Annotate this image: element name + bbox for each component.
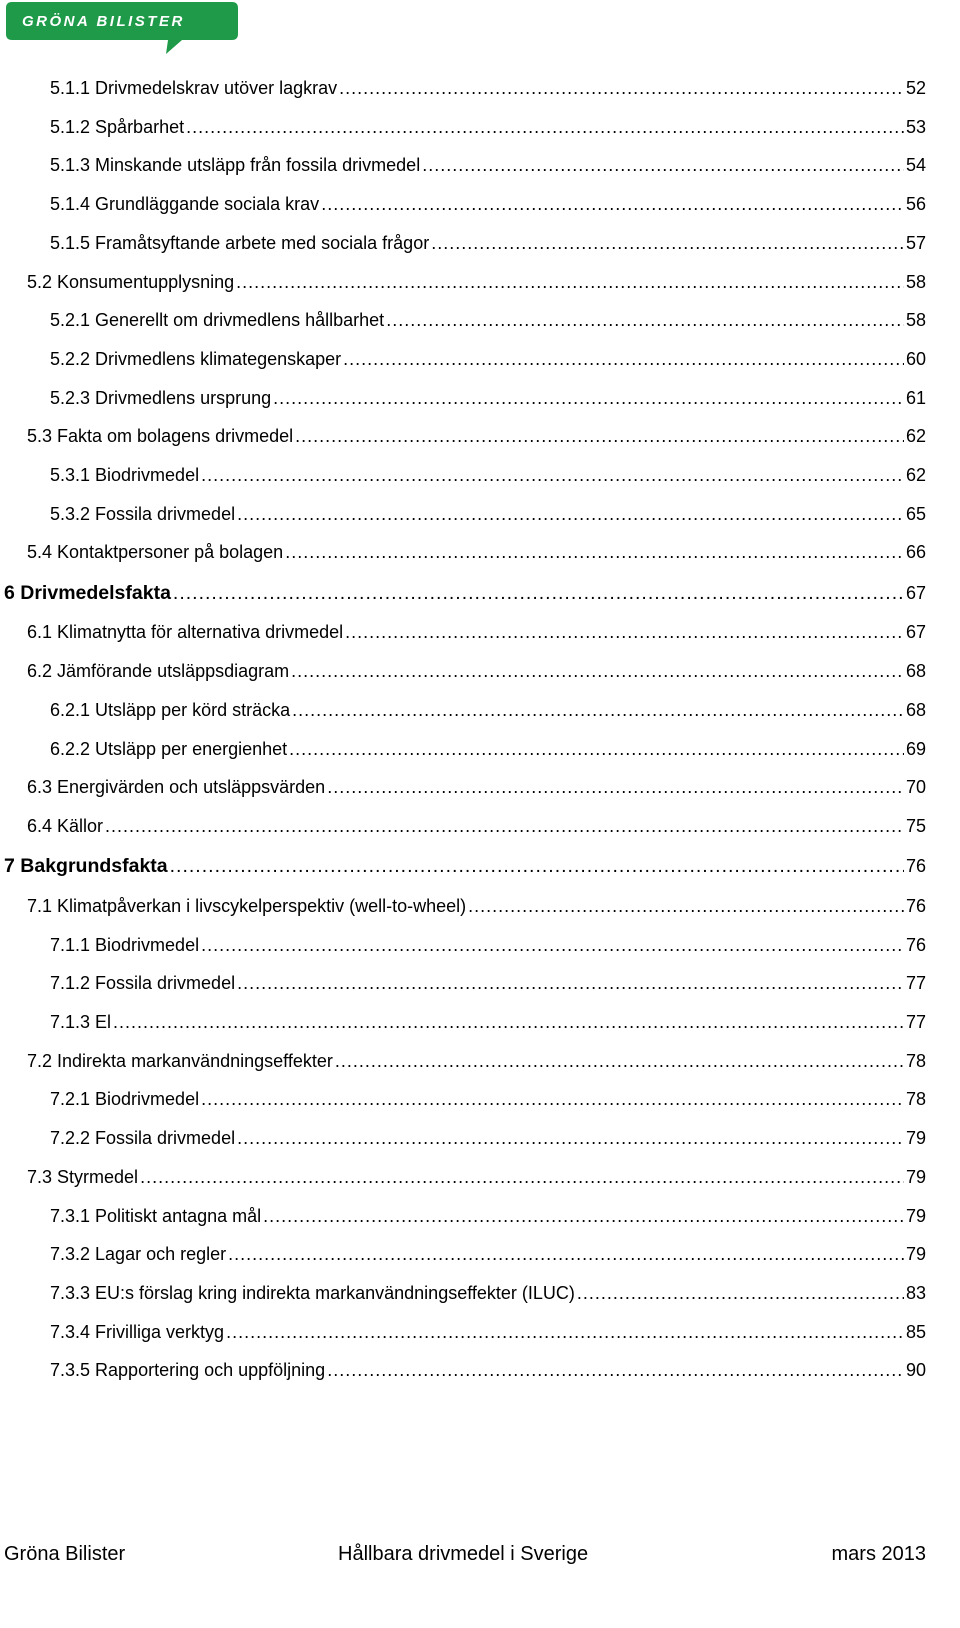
toc-entry[interactable] bbox=[27, 270, 926, 294]
toc-entry-title: 7.2.2 Fossila drivmedel bbox=[50, 1128, 236, 1149]
toc-entry[interactable] bbox=[50, 933, 926, 957]
toc-entry-title: 5.3 Fakta om bolagens drivmedel bbox=[27, 426, 294, 447]
toc-entry-page: 75 bbox=[905, 815, 926, 836]
toc-entry-page: 70 bbox=[905, 777, 926, 798]
toc-dot-leader bbox=[295, 424, 904, 448]
toc-entry[interactable] bbox=[50, 1204, 926, 1228]
toc-entry[interactable] bbox=[50, 347, 926, 371]
toc-dot-leader bbox=[339, 76, 904, 100]
toc-dot-leader bbox=[386, 308, 904, 332]
toc-entry-page: 57 bbox=[905, 232, 926, 253]
toc-dot-leader bbox=[113, 1010, 904, 1034]
toc-entry[interactable] bbox=[50, 1242, 926, 1266]
toc-entry-page: 85 bbox=[905, 1321, 926, 1342]
toc-entry[interactable] bbox=[50, 153, 926, 177]
toc-entry-title: 5.2.3 Drivmedlens ursprung bbox=[50, 387, 272, 408]
toc-entry-page: 76 bbox=[905, 934, 926, 955]
toc-entry-title: 6.4 Källor bbox=[27, 815, 104, 836]
toc-entry-page: 68 bbox=[905, 699, 926, 720]
toc-entry-title: 7.2 Indirekta markanvändningseffekter bbox=[27, 1050, 333, 1071]
toc-entry-page: 76 bbox=[905, 895, 926, 916]
toc-entry[interactable] bbox=[27, 1165, 926, 1189]
toc-entry-page: 67 bbox=[905, 582, 926, 603]
toc-entry-page: 58 bbox=[905, 310, 926, 331]
toc-dot-leader bbox=[327, 775, 904, 799]
toc-dot-leader bbox=[201, 463, 904, 487]
toc-entry-page: 65 bbox=[905, 503, 926, 524]
toc-dot-leader bbox=[285, 540, 904, 564]
toc-entry-title: 5.2.1 Generellt om drivmedlens hållbarhet bbox=[50, 310, 385, 331]
toc-entry-page: 56 bbox=[905, 194, 926, 215]
toc-entry-title: 7.3.4 Frivilliga verktyg bbox=[50, 1321, 225, 1342]
toc-entry-title: 5.1.3 Minskande utsläpp från fossila drivmedel bbox=[50, 155, 421, 176]
toc-entry-title: 5.3.2 Fossila drivmedel bbox=[50, 503, 236, 524]
toc-entry-title: 7.1 Klimatpåverkan i livscykelperspektiv (well-to-wheel) bbox=[27, 895, 467, 916]
toc-entry[interactable] bbox=[50, 737, 926, 761]
toc-entry[interactable] bbox=[50, 386, 926, 410]
toc-entry[interactable] bbox=[50, 502, 926, 526]
toc-entry-title: 7.3.1 Politiskt antagna mål bbox=[50, 1205, 262, 1226]
toc-dot-leader bbox=[237, 502, 904, 526]
toc-entry-title: 5.2 Konsumentupplysning bbox=[27, 271, 235, 292]
footer-document-title: Hållbara drivmedel i Sverige bbox=[338, 1543, 589, 1565]
toc-entry-page: 76 bbox=[905, 856, 926, 877]
toc-entry[interactable] bbox=[50, 115, 926, 139]
toc-dot-leader bbox=[201, 1087, 904, 1111]
toc-entry-page: 79 bbox=[905, 1244, 926, 1265]
toc-dot-leader bbox=[289, 737, 904, 761]
toc-entry[interactable] bbox=[27, 894, 926, 918]
toc-entry-title: 5.1.2 Spårbarhet bbox=[50, 116, 185, 137]
toc-entry-title: 6.3 Energivärden och utsläppsvärden bbox=[27, 777, 326, 798]
toc-entry-title: 7.3 Styrmedel bbox=[27, 1166, 139, 1187]
toc-entry[interactable] bbox=[50, 1087, 926, 1111]
toc-entry[interactable] bbox=[27, 659, 926, 683]
toc-dot-leader bbox=[273, 386, 904, 410]
toc-entry-page: 60 bbox=[905, 348, 926, 369]
toc-entry-title: 7 Bakgrundsfakta bbox=[4, 855, 168, 878]
toc-entry-title: 6.2.2 Utsläpp per energienhet bbox=[50, 738, 288, 759]
toc-dot-leader bbox=[237, 1126, 904, 1150]
toc-entry[interactable] bbox=[50, 1320, 926, 1344]
toc-entry[interactable] bbox=[27, 814, 926, 838]
toc-entry-title: 5.1.4 Grundläggande sociala krav bbox=[50, 194, 320, 215]
toc-entry[interactable] bbox=[27, 775, 926, 799]
toc-entry-title: 7.1.2 Fossila drivmedel bbox=[50, 973, 236, 994]
toc-dot-leader bbox=[263, 1204, 904, 1228]
toc-entry-page: 52 bbox=[905, 78, 926, 98]
toc-entry-page: 68 bbox=[905, 661, 926, 682]
toc-entry[interactable] bbox=[27, 620, 926, 644]
toc-dot-leader bbox=[170, 854, 904, 878]
toc-entry-page: 61 bbox=[905, 387, 926, 408]
toc-dot-leader bbox=[577, 1281, 904, 1305]
toc-dot-leader bbox=[422, 153, 904, 177]
toc-entry-page: 62 bbox=[905, 465, 926, 485]
toc-dot-leader bbox=[236, 270, 904, 294]
toc-dot-leader bbox=[105, 814, 904, 838]
toc-entry[interactable] bbox=[50, 1126, 926, 1150]
toc-dot-leader bbox=[237, 971, 904, 995]
page-footer bbox=[0, 1543, 926, 1569]
toc-entry-page: 79 bbox=[905, 1205, 926, 1226]
toc-dot-leader bbox=[327, 1358, 904, 1382]
toc-entry[interactable] bbox=[50, 463, 926, 487]
toc-entry-title: 7.3.5 Rapportering och uppföljning bbox=[50, 1360, 326, 1381]
toc-dot-leader bbox=[335, 1049, 904, 1073]
toc-dot-leader bbox=[201, 933, 904, 957]
toc-entry-title: 7.2.1 Biodrivmedel bbox=[50, 1089, 200, 1110]
toc-dot-leader bbox=[140, 1165, 904, 1189]
toc-entry-page: 58 bbox=[905, 271, 926, 292]
toc-entry-title: 5.1.5 Framåtsyftande arbete med sociala frågor bbox=[50, 232, 430, 253]
toc-entry-page: 54 bbox=[905, 155, 926, 176]
toc-entry[interactable] bbox=[50, 308, 926, 332]
toc-entry-title: 7.1.3 El bbox=[50, 1012, 112, 1032]
toc-entry-title: 7.3.3 EU:s förslag kring indirekta markanvändningseffekter (ILUC) bbox=[50, 1282, 575, 1303]
toc-entry-page: 69 bbox=[905, 738, 926, 759]
toc-entry-page: 53 bbox=[905, 116, 926, 137]
toc-entry[interactable] bbox=[27, 424, 926, 448]
toc-entry-page: 90 bbox=[905, 1360, 926, 1381]
toc-entry-page: 78 bbox=[905, 1050, 926, 1071]
brand-logo bbox=[6, 2, 238, 56]
toc-dot-leader bbox=[292, 698, 904, 722]
toc-entry[interactable] bbox=[50, 1358, 926, 1382]
logo-badge-icon bbox=[6, 2, 238, 56]
toc-entry-page: 79 bbox=[905, 1166, 926, 1187]
toc-entry-title: 5.1.1 Drivmedelskrav utöver lagkrav bbox=[50, 78, 338, 98]
toc-entry[interactable] bbox=[50, 698, 926, 722]
toc-entry[interactable] bbox=[27, 540, 926, 564]
toc-dot-leader bbox=[345, 620, 904, 644]
toc-entry[interactable] bbox=[50, 76, 926, 100]
toc-entry-page: 79 bbox=[905, 1128, 926, 1149]
toc-entry[interactable] bbox=[50, 1281, 926, 1305]
toc-entry-page: 83 bbox=[905, 1282, 926, 1303]
toc-entry-page: 62 bbox=[905, 426, 926, 447]
toc-entry-title: 5.3.1 Biodrivmedel bbox=[50, 465, 200, 485]
toc-dot-leader bbox=[321, 192, 904, 216]
toc-dot-leader bbox=[226, 1320, 904, 1344]
toc-entry-title: 5.2.2 Drivmedlens klimategenskaper bbox=[50, 348, 342, 369]
logo-wordmark: GRÖNA BILISTER bbox=[22, 13, 185, 30]
toc-dot-leader bbox=[228, 1242, 904, 1266]
toc-entry-title: 6 Drivmedelsfakta bbox=[4, 581, 171, 604]
toc-entry-title: 6.2 Jämförande utsläppsdiagram bbox=[27, 661, 290, 682]
toc-entry[interactable] bbox=[27, 1049, 926, 1073]
toc-entry-page: 77 bbox=[905, 973, 926, 994]
toc-dot-leader bbox=[343, 347, 904, 371]
toc-entry-title: 6.1 Klimatnytta för alternativa drivmedel bbox=[27, 622, 344, 643]
toc-entry-title: 6.2.1 Utsläpp per körd sträcka bbox=[50, 699, 291, 720]
toc-dot-leader bbox=[186, 115, 904, 139]
toc-entry-title: 7.3.2 Lagar och regler bbox=[50, 1244, 227, 1265]
toc-entry-title: 5.4 Kontaktpersoner på bolagen bbox=[27, 542, 284, 563]
toc-entry-page: 67 bbox=[905, 622, 926, 643]
toc-entry[interactable] bbox=[50, 192, 926, 216]
toc-entry-title: 7.1.1 Biodrivmedel bbox=[50, 934, 200, 955]
toc-dot-leader bbox=[431, 231, 904, 255]
toc-entry[interactable] bbox=[4, 581, 926, 605]
toc-dot-leader bbox=[291, 659, 904, 683]
toc-entry-page: 66 bbox=[905, 542, 926, 563]
toc-entry[interactable] bbox=[4, 854, 926, 878]
toc-entry[interactable] bbox=[50, 971, 926, 995]
footer-organization: Gröna Bilister bbox=[4, 1543, 126, 1565]
toc-entry-page: 78 bbox=[905, 1089, 926, 1110]
toc-entry[interactable] bbox=[50, 1010, 926, 1034]
toc-entry-page: 77 bbox=[905, 1012, 926, 1032]
toc-dot-leader bbox=[173, 581, 904, 605]
footer-date: mars 2013 bbox=[831, 1543, 926, 1565]
toc-entry[interactable] bbox=[50, 231, 926, 255]
toc-dot-leader bbox=[468, 894, 904, 918]
